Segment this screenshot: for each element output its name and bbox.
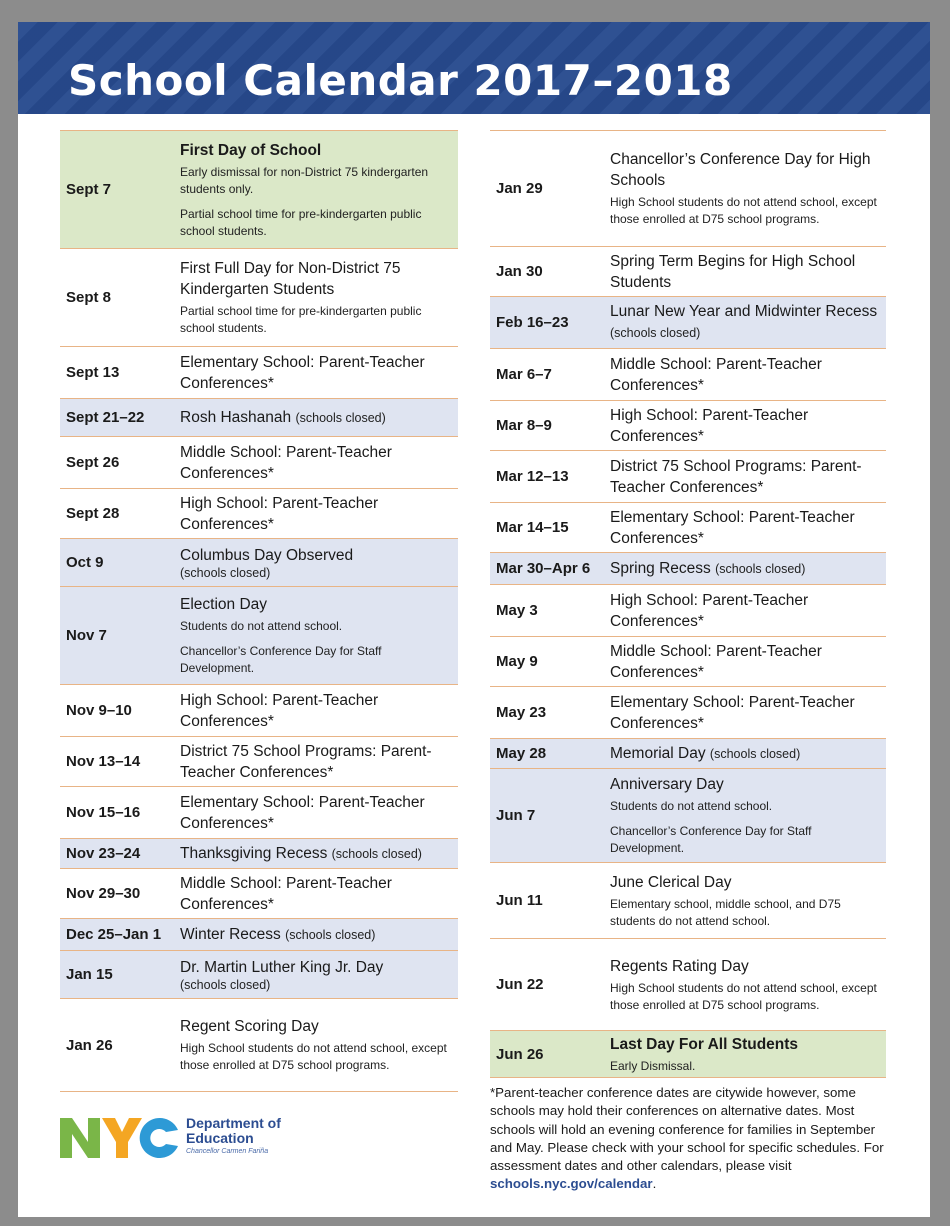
row-event bbox=[610, 692, 882, 734]
row-date: Nov 7 bbox=[66, 627, 107, 644]
row-description bbox=[610, 352, 886, 398]
row-event-text: Thanksgiving Recess bbox=[180, 844, 328, 862]
calendar-row bbox=[60, 998, 458, 1092]
row-description bbox=[180, 955, 458, 994]
row-event bbox=[610, 872, 882, 893]
row-event-text: Regent Scoring Day bbox=[180, 1018, 319, 1035]
calendar-row bbox=[490, 738, 886, 768]
row-date: Jun 22 bbox=[496, 976, 544, 993]
row-event bbox=[180, 352, 454, 394]
logo-department: Department of Education bbox=[186, 1115, 281, 1146]
row-event bbox=[610, 405, 882, 447]
calendar-row bbox=[490, 130, 886, 246]
calendar-row bbox=[490, 552, 886, 584]
row-event-text: Middle School: Parent-Teacher Conferences* bbox=[180, 874, 392, 913]
footnote bbox=[490, 1084, 890, 1194]
row-date: May 9 bbox=[496, 653, 538, 670]
row-date: Mar 8–9 bbox=[496, 417, 552, 434]
row-closed-note: (schools closed) bbox=[180, 978, 271, 992]
row-description bbox=[610, 741, 886, 767]
row-event-text: Election Day bbox=[180, 596, 268, 613]
calendar-row bbox=[490, 1030, 886, 1078]
row-date: Nov 15–16 bbox=[66, 804, 141, 821]
row-description bbox=[180, 739, 458, 785]
doe-logo bbox=[58, 1114, 298, 1164]
calendar-row bbox=[490, 636, 886, 686]
row-event bbox=[180, 594, 454, 615]
row-event-text: High School: Parent-Teacher Conferences* bbox=[610, 406, 809, 445]
row-date: Sept 7 bbox=[66, 181, 112, 198]
row-description bbox=[180, 1014, 458, 1076]
row-event-text: High School: Parent-Teacher Conferences* bbox=[180, 691, 379, 730]
row-description bbox=[610, 249, 886, 295]
calendar-row bbox=[60, 684, 458, 736]
row-event bbox=[180, 442, 454, 484]
row-closed-note: (schools closed) bbox=[295, 410, 386, 425]
row-description bbox=[610, 588, 886, 634]
row-date: Dec 25–Jan 1 bbox=[66, 926, 162, 943]
row-note: Chancellor’s Conference Day for Staff Development. bbox=[180, 644, 382, 675]
row-date: Sept 8 bbox=[66, 289, 112, 306]
row-event-text: Middle School: Parent-Teacher Conferences* bbox=[610, 642, 822, 681]
row-event bbox=[610, 590, 882, 632]
logo-chancellor: Chancellor Carmen Fariña bbox=[186, 1148, 269, 1155]
row-description bbox=[180, 790, 458, 836]
row-description bbox=[180, 491, 458, 537]
row-closed-note: (schools closed) bbox=[610, 326, 701, 340]
calendar-row bbox=[60, 950, 458, 998]
row-description bbox=[180, 841, 458, 867]
calendar-link[interactable]: schools.nyc.gov/calendar bbox=[490, 1176, 653, 1192]
title-banner bbox=[18, 22, 930, 114]
row-event-text: Chancellor’s Conference Day for High Schools bbox=[610, 151, 871, 189]
calendar-row bbox=[490, 450, 886, 502]
row-description bbox=[180, 350, 458, 396]
row-event bbox=[180, 873, 454, 915]
row-event bbox=[610, 1034, 882, 1055]
row-date: Nov 23–24 bbox=[66, 845, 141, 862]
row-event bbox=[180, 690, 454, 732]
calendar-row bbox=[490, 296, 886, 348]
row-description bbox=[610, 954, 886, 1016]
row-note: Early Dismissal. bbox=[610, 1058, 696, 1073]
calendar-row bbox=[490, 400, 886, 450]
row-date: Nov 9–10 bbox=[66, 702, 132, 719]
row-event-text: Middle School: Parent-Teacher Conferences* bbox=[610, 355, 822, 394]
row-description bbox=[610, 505, 886, 551]
row-description bbox=[610, 454, 886, 500]
row-event bbox=[180, 545, 454, 566]
row-description bbox=[180, 922, 458, 948]
calendar-row bbox=[490, 502, 886, 552]
calendar-row bbox=[490, 348, 886, 400]
row-event-text: Middle School: Parent-Teacher Conferences* bbox=[180, 443, 392, 482]
row-event bbox=[610, 301, 882, 344]
row-event bbox=[180, 407, 454, 429]
row-note: High School students do not attend school, except those enrolled at D75 school programs. bbox=[610, 195, 877, 226]
calendar-row bbox=[60, 398, 458, 436]
row-event-text: Elementary School: Parent-Teacher Conferences* bbox=[610, 693, 855, 732]
row-event bbox=[180, 258, 454, 300]
row-date: Nov 13–14 bbox=[66, 753, 141, 770]
row-description bbox=[610, 403, 886, 449]
row-date: Oct 9 bbox=[66, 554, 104, 571]
row-description bbox=[180, 543, 458, 582]
left-column bbox=[60, 130, 458, 1092]
row-date: May 28 bbox=[496, 745, 547, 762]
row-event-text: Spring Recess bbox=[610, 559, 711, 577]
row-event-text: Elementary School: Parent-Teacher Conferences* bbox=[610, 508, 855, 547]
calendar-row bbox=[60, 868, 458, 918]
calendar-row bbox=[60, 838, 458, 868]
row-event-text: Spring Term Begins for High School Students bbox=[610, 252, 856, 291]
row-note: High School students do not attend school, except those enrolled at D75 school programs. bbox=[180, 1041, 447, 1072]
calendar-row bbox=[60, 538, 458, 586]
row-description bbox=[180, 871, 458, 917]
row-date: Mar 14–15 bbox=[496, 519, 569, 536]
calendar-row bbox=[60, 488, 458, 538]
row-event bbox=[180, 493, 454, 535]
row-description bbox=[610, 147, 886, 230]
calendar-row bbox=[60, 436, 458, 488]
row-event bbox=[180, 924, 454, 946]
calendar-row bbox=[60, 130, 458, 248]
row-event-text: High School: Parent-Teacher Conferences* bbox=[610, 591, 809, 630]
row-date: Jan 26 bbox=[66, 1036, 113, 1054]
row-event-text: Regents Rating Day bbox=[610, 957, 749, 975]
calendar-row bbox=[60, 346, 458, 398]
row-event bbox=[180, 792, 454, 834]
row-description bbox=[610, 870, 886, 932]
row-event-text: Winter Recess bbox=[180, 925, 281, 943]
row-event-text: Anniversary Day bbox=[610, 776, 724, 793]
footnote-end: . bbox=[652, 1176, 657, 1192]
row-description bbox=[610, 556, 886, 582]
calendar-row bbox=[60, 248, 458, 346]
row-closed-note: (schools closed) bbox=[285, 927, 376, 942]
row-description bbox=[180, 592, 458, 679]
row-closed-note: (schools closed) bbox=[709, 746, 801, 761]
row-event bbox=[610, 149, 882, 191]
calendar-row bbox=[60, 918, 458, 950]
row-event bbox=[180, 140, 454, 161]
row-event-text: District 75 School Programs: Parent-Teacher Conferences* bbox=[180, 742, 432, 781]
calendar-row bbox=[490, 686, 886, 738]
row-event bbox=[180, 1016, 454, 1037]
page-title: School Calendar 2017–2018 bbox=[68, 56, 733, 105]
row-date: Sept 21–22 bbox=[66, 409, 145, 426]
row-date: May 3 bbox=[496, 602, 538, 619]
row-date: May 23 bbox=[496, 704, 547, 721]
row-date: Mar 6–7 bbox=[496, 366, 552, 383]
calendar-row bbox=[490, 938, 886, 1030]
row-event-text: Elementary School: Parent-Teacher Conferences* bbox=[180, 793, 425, 832]
row-date: Jan 15 bbox=[66, 966, 113, 983]
row-date: Mar 12–13 bbox=[496, 468, 569, 485]
nyc-logo-icon bbox=[58, 1114, 182, 1160]
footnote-text: *Parent-teacher conference dates are citywide however, some schools may hold their conferences on alternative dates. Most schools will hold an evening conference for families in September and May. Please check with your school for specific schedules. For assessment dates and other calendars, please visit bbox=[490, 1085, 884, 1174]
row-date: Mar 30–Apr 6 bbox=[496, 560, 591, 577]
row-description bbox=[610, 772, 886, 859]
row-description bbox=[610, 639, 886, 685]
row-description bbox=[180, 256, 458, 339]
calendar-row bbox=[490, 862, 886, 938]
calendar-sheet bbox=[18, 22, 930, 1217]
row-description bbox=[610, 690, 886, 736]
row-event-text: Columbus Day Observed bbox=[180, 547, 354, 564]
row-event-text: High School: Parent-Teacher Conferences* bbox=[180, 494, 379, 533]
row-description bbox=[180, 688, 458, 734]
calendar-row bbox=[490, 246, 886, 296]
row-date: Nov 29–30 bbox=[66, 885, 141, 902]
row-closed-note: (schools closed) bbox=[331, 846, 422, 861]
row-event bbox=[610, 354, 882, 396]
row-date: Feb 16–23 bbox=[496, 314, 569, 331]
row-date: Jun 7 bbox=[496, 807, 536, 824]
row-note: Partial school time for pre-kindergarten public school students. bbox=[180, 206, 422, 238]
row-event bbox=[610, 774, 882, 795]
row-event bbox=[610, 558, 882, 580]
row-closed-note: (schools closed) bbox=[715, 561, 806, 576]
row-date: Jun 26 bbox=[496, 1045, 544, 1063]
row-note: High School students do not attend school, except those enrolled at D75 school programs. bbox=[610, 980, 877, 1012]
row-event-text: Last Day For All Students bbox=[610, 1035, 799, 1053]
right-column bbox=[490, 130, 886, 1078]
row-event-text: Memorial Day bbox=[610, 744, 706, 762]
row-note: Early dismissal for non-District 75 kindergarten students only. bbox=[180, 164, 429, 196]
row-date: Jan 30 bbox=[496, 263, 543, 280]
row-event-text: Dr. Martin Luther King Jr. Day bbox=[180, 959, 384, 976]
row-closed-note: (schools closed) bbox=[180, 566, 271, 580]
calendar-row bbox=[60, 586, 458, 684]
row-note: Partial school time for pre-kindergarten public school students. bbox=[180, 304, 422, 335]
row-event bbox=[610, 641, 882, 683]
row-event-text: Lunar New Year and Midwinter Recess bbox=[610, 303, 878, 320]
row-event bbox=[610, 743, 882, 765]
row-event bbox=[610, 456, 882, 498]
row-event-text: First Full Day for Non-District 75 Kindergarten Students bbox=[180, 260, 401, 298]
row-date: Sept 13 bbox=[66, 364, 120, 381]
row-event-text: Rosh Hashanah bbox=[180, 408, 292, 426]
row-note: Students do not attend school. bbox=[180, 619, 343, 633]
row-event bbox=[180, 741, 454, 783]
row-date: Sept 28 bbox=[66, 505, 120, 522]
row-event bbox=[610, 507, 882, 549]
row-event bbox=[180, 843, 454, 865]
row-date: Sept 26 bbox=[66, 454, 120, 471]
row-event bbox=[180, 957, 454, 978]
calendar-row bbox=[60, 786, 458, 838]
row-note: Students do not attend school. bbox=[610, 799, 773, 813]
row-note: Chancellor’s Conference Day for Staff Development. bbox=[610, 824, 812, 855]
row-description bbox=[180, 405, 458, 431]
row-event-text: First Day of School bbox=[180, 141, 322, 159]
row-note: Elementary school, middle school, and D75 students do not attend school. bbox=[610, 896, 841, 928]
calendar-row bbox=[490, 768, 886, 862]
row-event-text: June Clerical Day bbox=[610, 873, 732, 891]
row-description bbox=[610, 1032, 886, 1077]
calendar-row bbox=[490, 584, 886, 636]
row-description bbox=[610, 299, 886, 346]
row-description bbox=[180, 138, 458, 242]
calendar-row bbox=[60, 736, 458, 786]
row-date: Jun 11 bbox=[496, 892, 543, 909]
row-event-text: Elementary School: Parent-Teacher Conferences* bbox=[180, 353, 425, 392]
row-event bbox=[610, 251, 882, 293]
row-event-text: District 75 School Programs: Parent-Teacher Conferences* bbox=[610, 457, 862, 496]
row-event bbox=[610, 956, 882, 977]
row-date: Jan 29 bbox=[496, 180, 543, 197]
row-description bbox=[180, 440, 458, 486]
